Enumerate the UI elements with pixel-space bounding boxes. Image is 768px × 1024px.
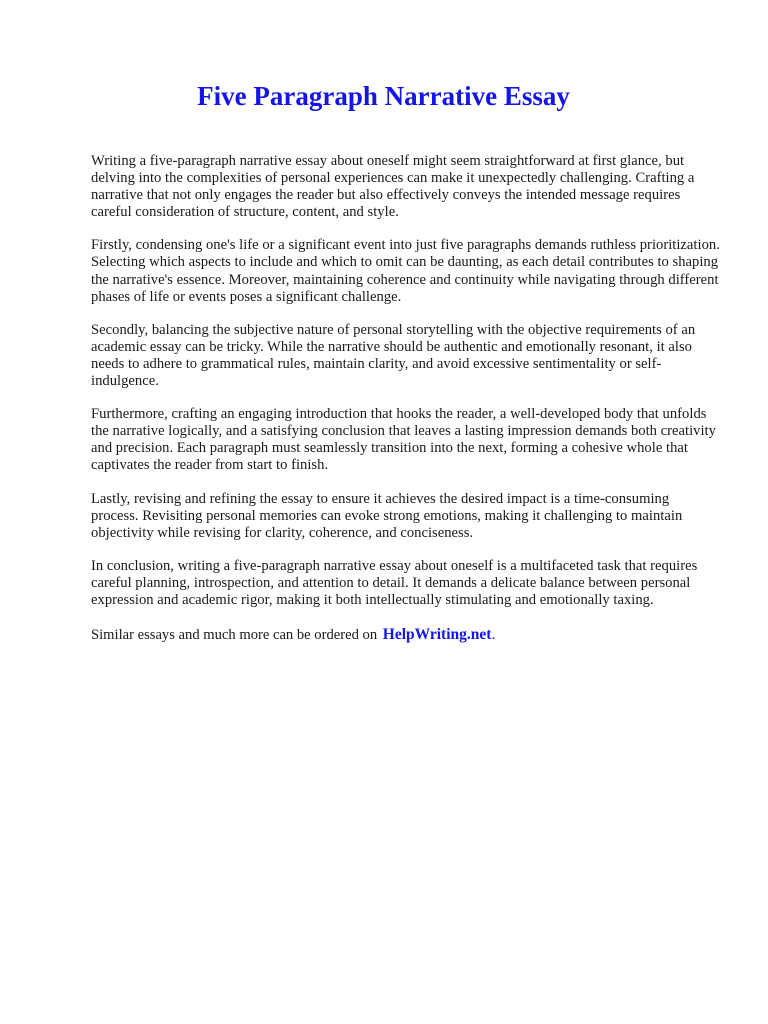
closing-line [91,625,720,645]
paragraph-furthermore: Furthermore, crafting an engaging introduction that hooks the reader, a well-developed body that unfolds the narrative logically, and a satisfying conclusion that leaves a lasting impression demands both creativity and precision. Each paragraph must seamlessly transition into the next, forming a cohesive whole that captivates the reader from start to finish. [91,406,716,474]
paragraph-lastly: Lastly, revising and refining the essay to ensure it achieves the desired impact is a time-consuming process. Revisiting personal memories can evoke strong emotions, making it challenging to maintain objectivity while revising for clarity, coherence, and conciseness. [91,490,683,541]
helpwriting-link[interactable]: HelpWriting.net [382,626,492,644]
closing-period: . [491,627,496,644]
paragraph-intro: Writing a five-paragraph narrative essay about oneself might seem straightforward at first glance, but delving into the complexities of personal experiences can make it unexpectedly challenging. Crafting a narrative that not only engages the reader but also effectively conveys the intended message requires careful consideration of structure, content, and style. [91,153,695,221]
closing-text: Similar essays and much more can be ordered on [91,627,378,644]
paragraph-firstly: Firstly, condensing one's life or a significant event into just five paragraphs demands ruthless prioritization. Selecting which aspects to include and which to omit can be daunting, as each detail contributes to shaping the narrative's essence. Moreover, maintaining coherence and continuity while navigating through different phases of life or events poses a significant challenge. [91,237,720,305]
document-title: Five Paragraph Narrative Essay [197,81,570,111]
paragraph-conclusion: In conclusion, writing a five-paragraph narrative essay about oneself is a multifaceted task that requires careful planning, introspection, and attention to detail. It demands a delicate balance between personal expression and academic rigor, making it both intellectually stimulating and emotionally taxing. [91,557,698,608]
paragraph-secondly: Secondly, balancing the subjective nature of personal storytelling with the objective requirements of an academic essay can be tricky. While the narrative should be authentic and emotionally resonant, it also needs to adhere to grammatical rules, maintain clarity, and avoid excessive sentimentality or self-indulgence. [91,321,696,390]
